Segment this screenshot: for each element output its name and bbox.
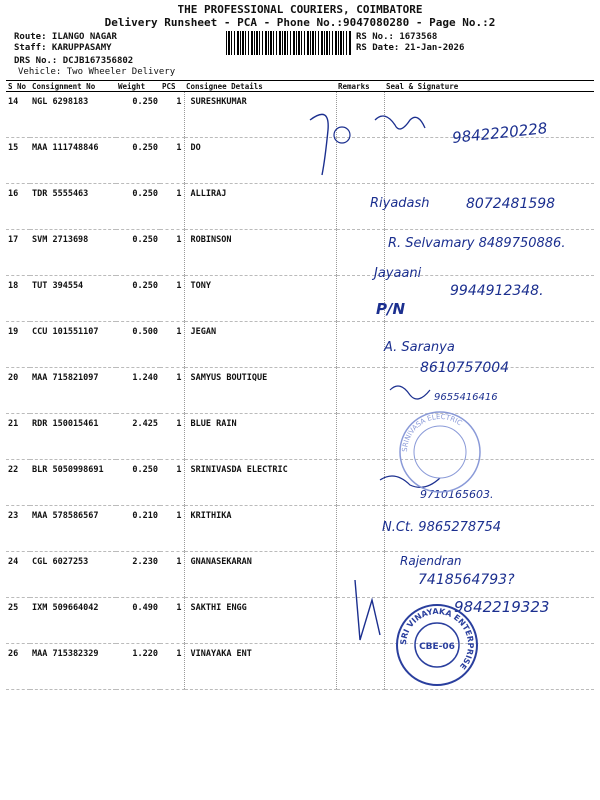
row-weight: 0.250 bbox=[116, 138, 160, 184]
handwriting-row20-name: A. Saranya bbox=[384, 340, 455, 355]
row-remarks bbox=[336, 644, 384, 690]
handwriting-row16-name: Riyadash bbox=[370, 196, 430, 211]
barcode bbox=[226, 31, 352, 55]
row-consignee: BLUE RAIN bbox=[184, 414, 336, 460]
table-row bbox=[6, 138, 594, 184]
row-consignee: GNANASEKARAN bbox=[184, 552, 336, 598]
row-consignee: SURESHKUMAR bbox=[184, 92, 336, 138]
row-consignee: JEGAN bbox=[184, 322, 336, 368]
staff-label: Staff: KARUPPASAMY bbox=[14, 43, 112, 53]
row-consignment-no: MAA 715382329 bbox=[30, 644, 116, 690]
handwriting-row14: 9842220228 bbox=[451, 119, 549, 147]
row-remarks bbox=[336, 138, 384, 184]
row-consignment-no: BLR 5050998691 bbox=[30, 460, 116, 506]
row-pcs: 1 bbox=[160, 92, 184, 138]
handwriting-row19: P/N bbox=[376, 300, 406, 318]
handwriting-row18-phone: 9944912348. bbox=[450, 283, 544, 299]
row-remarks bbox=[336, 598, 384, 644]
col-consignment: Consignment No bbox=[30, 81, 116, 92]
row-weight: 2.425 bbox=[116, 414, 160, 460]
handwriting-row20-phone: 8610757004 bbox=[420, 360, 510, 376]
row-weight: 0.250 bbox=[116, 230, 160, 276]
row-sno: 23 bbox=[6, 506, 30, 552]
row-remarks bbox=[336, 368, 384, 414]
row-consignee: VINAYAKA ENT bbox=[184, 644, 336, 690]
row-sno: 18 bbox=[6, 276, 30, 322]
row-consignment-no: IXM 509664042 bbox=[30, 598, 116, 644]
handwriting-row23: 9710165603. bbox=[420, 488, 494, 501]
runsheet-subtitle: Delivery Runsheet - PCA - Phone No.:9047080280 - Page No.:2 bbox=[104, 16, 496, 29]
row-sno: 21 bbox=[6, 414, 30, 460]
row-sno: 24 bbox=[6, 552, 30, 598]
svg-text:CBE-06: CBE-06 bbox=[419, 642, 455, 652]
row-consignee: ALLIRAJ bbox=[184, 184, 336, 230]
row-consignee: SAKTHI ENGG bbox=[184, 598, 336, 644]
row-sno: 22 bbox=[6, 460, 30, 506]
row-consignment-no: CCU 101551107 bbox=[30, 322, 116, 368]
row-consignee: DO bbox=[184, 138, 336, 184]
row-consignment-no: MAA 111748846 bbox=[30, 138, 116, 184]
row-pcs: 1 bbox=[160, 414, 184, 460]
row-remarks bbox=[336, 506, 384, 552]
row-remarks bbox=[336, 460, 384, 506]
drs-number: DRS No.: DCJB167356802 bbox=[14, 56, 134, 66]
row-seal-signature bbox=[384, 644, 594, 690]
row-consignee: KRITHIKA bbox=[184, 506, 336, 552]
rs-date: RS Date: 21-Jan-2026 bbox=[356, 43, 465, 53]
row-consignment-no: CGL 6027253 bbox=[30, 552, 116, 598]
row-pcs: 1 bbox=[160, 644, 184, 690]
table-row bbox=[6, 414, 594, 460]
handwriting-row25-name: Rajendran bbox=[400, 554, 462, 568]
row-consignee: ROBINSON bbox=[184, 230, 336, 276]
row-weight: 0.500 bbox=[116, 322, 160, 368]
row-weight: 1.220 bbox=[116, 644, 160, 690]
row-weight: 2.230 bbox=[116, 552, 160, 598]
row-sno: 17 bbox=[6, 230, 30, 276]
rs-number: RS No.: 1673568 bbox=[356, 32, 438, 42]
row-pcs: 1 bbox=[160, 552, 184, 598]
row-consignment-no: MAA 578586567 bbox=[30, 506, 116, 552]
row-consignment-no: SVM 2713698 bbox=[30, 230, 116, 276]
row-weight: 0.250 bbox=[116, 92, 160, 138]
row-pcs: 1 bbox=[160, 276, 184, 322]
row-sno: 15 bbox=[6, 138, 30, 184]
row-sno: 20 bbox=[6, 368, 30, 414]
row-weight: 0.250 bbox=[116, 184, 160, 230]
row-sno: 14 bbox=[6, 92, 30, 138]
table-header-row bbox=[6, 81, 594, 92]
row-remarks bbox=[336, 552, 384, 598]
row-consignee: SAMYUS BOUTIQUE bbox=[184, 368, 336, 414]
row-sno: 25 bbox=[6, 598, 30, 644]
vehicle-label: Vehicle: Two Wheeler Delivery bbox=[18, 67, 176, 77]
row-pcs: 1 bbox=[160, 138, 184, 184]
col-remarks: Remarks bbox=[336, 81, 384, 92]
handwriting-row21: 9655416416 bbox=[434, 392, 498, 403]
handwriting-row25-phone: 7418564793? bbox=[418, 572, 515, 588]
row-remarks bbox=[336, 92, 384, 138]
row-consignment-no: TUT 394554 bbox=[30, 276, 116, 322]
row-remarks bbox=[336, 322, 384, 368]
row-pcs: 1 bbox=[160, 230, 184, 276]
handwriting-row18-name: Jayaani bbox=[374, 266, 422, 281]
handwriting-row24: N.Ct. 9865278754 bbox=[382, 520, 502, 535]
table-row bbox=[6, 506, 594, 552]
col-weight: Weight bbox=[116, 81, 160, 92]
col-consignee: Consignee Details bbox=[184, 81, 336, 92]
row-weight: 0.250 bbox=[116, 276, 160, 322]
col-seal-signature: Seal & Signature bbox=[384, 81, 594, 92]
row-seal-signature bbox=[384, 138, 594, 184]
row-weight: 0.490 bbox=[116, 598, 160, 644]
row-consignee: SRINIVASDA ELECTRIC bbox=[184, 460, 336, 506]
row-consignment-no: NGL 6298183 bbox=[30, 92, 116, 138]
row-pcs: 1 bbox=[160, 506, 184, 552]
handwriting-row26: 9842219323 bbox=[454, 598, 550, 616]
row-weight: 0.250 bbox=[116, 460, 160, 506]
row-consignee: TONY bbox=[184, 276, 336, 322]
handwriting-row16-phone: 8072481598 bbox=[466, 196, 556, 212]
row-pcs: 1 bbox=[160, 598, 184, 644]
row-seal-signature bbox=[384, 414, 594, 460]
handwriting-row17: R. Selvamary 8489750886. bbox=[388, 236, 566, 251]
svg-text:SRINIVASA ELECTRIC: SRINIVASA ELECTRIC bbox=[400, 412, 464, 453]
col-sno: S No bbox=[6, 81, 30, 92]
row-remarks bbox=[336, 414, 384, 460]
row-consignment-no: TDR 5555463 bbox=[30, 184, 116, 230]
row-weight: 0.210 bbox=[116, 506, 160, 552]
svg-text:SRI VINAYAKA ENTERPRISE: SRI VINAYAKA ENTERPRISE bbox=[398, 606, 476, 672]
row-sno: 26 bbox=[6, 644, 30, 690]
table-row bbox=[6, 644, 594, 690]
row-pcs: 1 bbox=[160, 460, 184, 506]
row-sno: 19 bbox=[6, 322, 30, 368]
row-pcs: 1 bbox=[160, 322, 184, 368]
company-title: THE PROFESSIONAL COURIERS, COIMBATORE bbox=[177, 3, 423, 16]
row-weight: 1.240 bbox=[116, 368, 160, 414]
row-consignment-no: MAA 715821097 bbox=[30, 368, 116, 414]
row-sno: 16 bbox=[6, 184, 30, 230]
col-pcs: PCS bbox=[160, 81, 184, 92]
row-pcs: 1 bbox=[160, 184, 184, 230]
table-row bbox=[6, 460, 594, 506]
row-consignment-no: RDR 150015461 bbox=[30, 414, 116, 460]
route-label: Route: ILANGO NAGAR bbox=[14, 32, 117, 42]
row-pcs: 1 bbox=[160, 368, 184, 414]
